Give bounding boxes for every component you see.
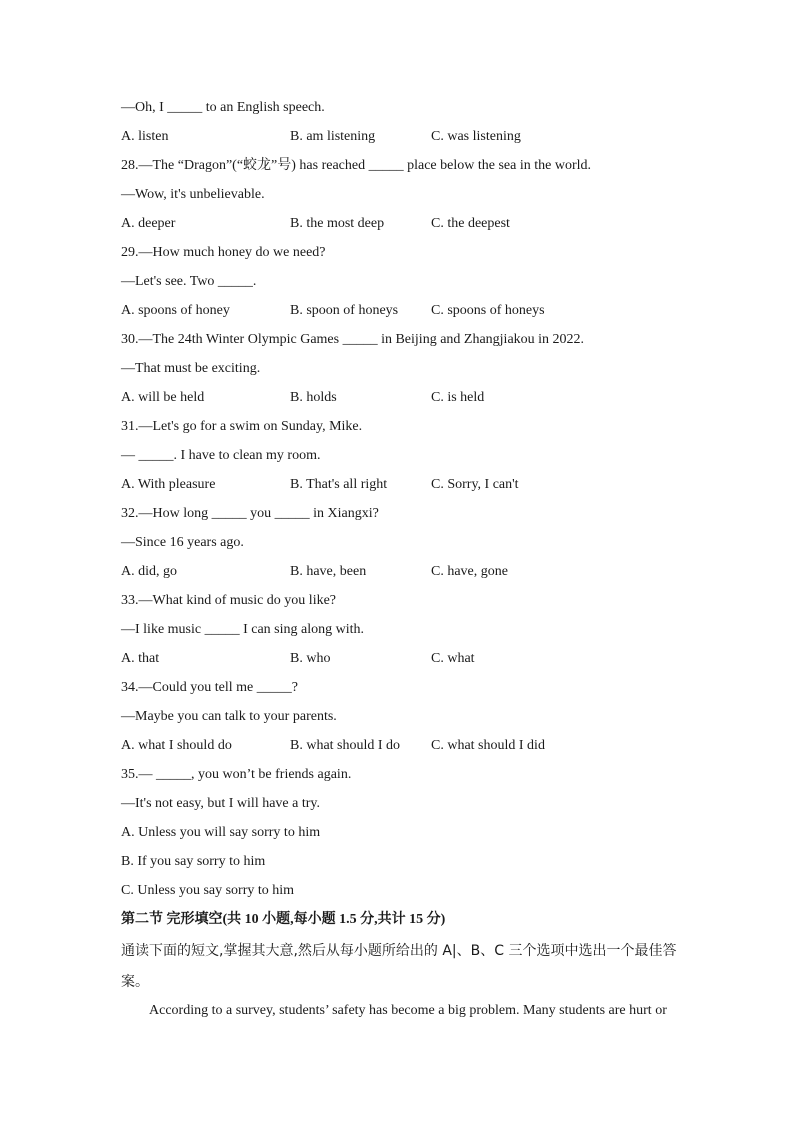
section2-instruction: 通读下面的短文,掌握其大意,然后从每小题所给出的 A|、B、C 三个选项中选出一个最佳答 [121,943,677,959]
q34-answer-line: —Maybe you can talk to your parents. [121,709,337,724]
q34-question: 34.—Could you tell me _____? [121,680,298,695]
q27-option-a: A. listen [121,129,169,144]
q32-option-c: C. have, gone [431,564,508,579]
section2-heading: 第二节 完形填空(共 10 小题,每小题 1.5 分,共计 15 分) [121,912,446,927]
q27-option-b: B. am listening [290,129,376,144]
q32-option-a: A. did, go [121,564,177,579]
q34-option-b: B. what should I do [290,738,401,753]
passage-first-line: According to a survey, students’ safety has become a big problem. Many students are hurt or [149,1003,667,1018]
q35-option-a: A. Unless you will say sorry to him [121,825,321,840]
q33-option-b: B. who [290,651,331,666]
q30-answer-line: —That must be exciting. [121,361,261,376]
q30-option-c: C. is held [431,390,485,405]
q32-question: 32.—How long _____ you _____ in Xiangxi? [121,506,379,521]
q30-option-a: A. will be held [121,390,205,405]
q27-answer-line: —Oh, I _____ to an English speech. [121,100,325,115]
q33-answer-line: —I like music _____ I can sing along with. [121,622,365,637]
q34-option-c: C. what should I did [431,738,545,753]
q31-option-c: C. Sorry, I can't [431,477,519,492]
q28-option-b: B. the most deep [290,216,385,231]
q29-option-c: C. spoons of honeys [431,303,545,318]
q27-option-c: C. was listening [431,129,521,144]
section2-instruction-cont: 案。 [121,974,149,990]
q28-option-a: A. deeper [121,216,176,231]
q32-option-b: B. have, been [290,564,367,579]
q31-option-a: A. With pleasure [121,477,216,492]
q31-question: 31.—Let's go for a swim on Sunday, Mike. [121,419,363,434]
q35-option-b: B. If you say sorry to him [121,854,266,869]
q30-option-b: B. holds [290,390,337,405]
q30-question: 30.—The 24th Winter Olympic Games _____ in Beijing and Zhangjiakou in 2022. [121,332,585,347]
q35-question: 35.— _____, you won’t be friends again. [121,767,352,782]
q31-answer-line: — _____. I have to clean my room. [121,448,321,463]
q29-option-b: B. spoon of honeys [290,303,399,318]
q33-option-c: C. what [431,651,475,666]
q28-question: 28.—The “Dragon”(“蛟龙”号) has reached _____ place below the sea in the world. [121,158,591,173]
q28-answer-line: —Wow, it's unbelievable. [121,187,265,202]
q31-option-b: B. That's all right [290,477,388,492]
q33-option-a: A. that [121,651,160,666]
q34-option-a: A. what I should do [121,738,232,753]
q35-option-c: C. Unless you say sorry to him [121,883,295,898]
q32-answer-line: —Since 16 years ago. [121,535,244,550]
q29-answer-line: —Let's see. Two _____. [121,274,257,289]
q29-question: 29.—How much honey do we need? [121,245,326,260]
q33-question: 33.—What kind of music do you like? [121,593,337,608]
q28-option-c: C. the deepest [431,216,510,231]
q35-answer-line: —It's not easy, but I will have a try. [121,796,320,811]
q29-option-a: A. spoons of honey [121,303,230,318]
